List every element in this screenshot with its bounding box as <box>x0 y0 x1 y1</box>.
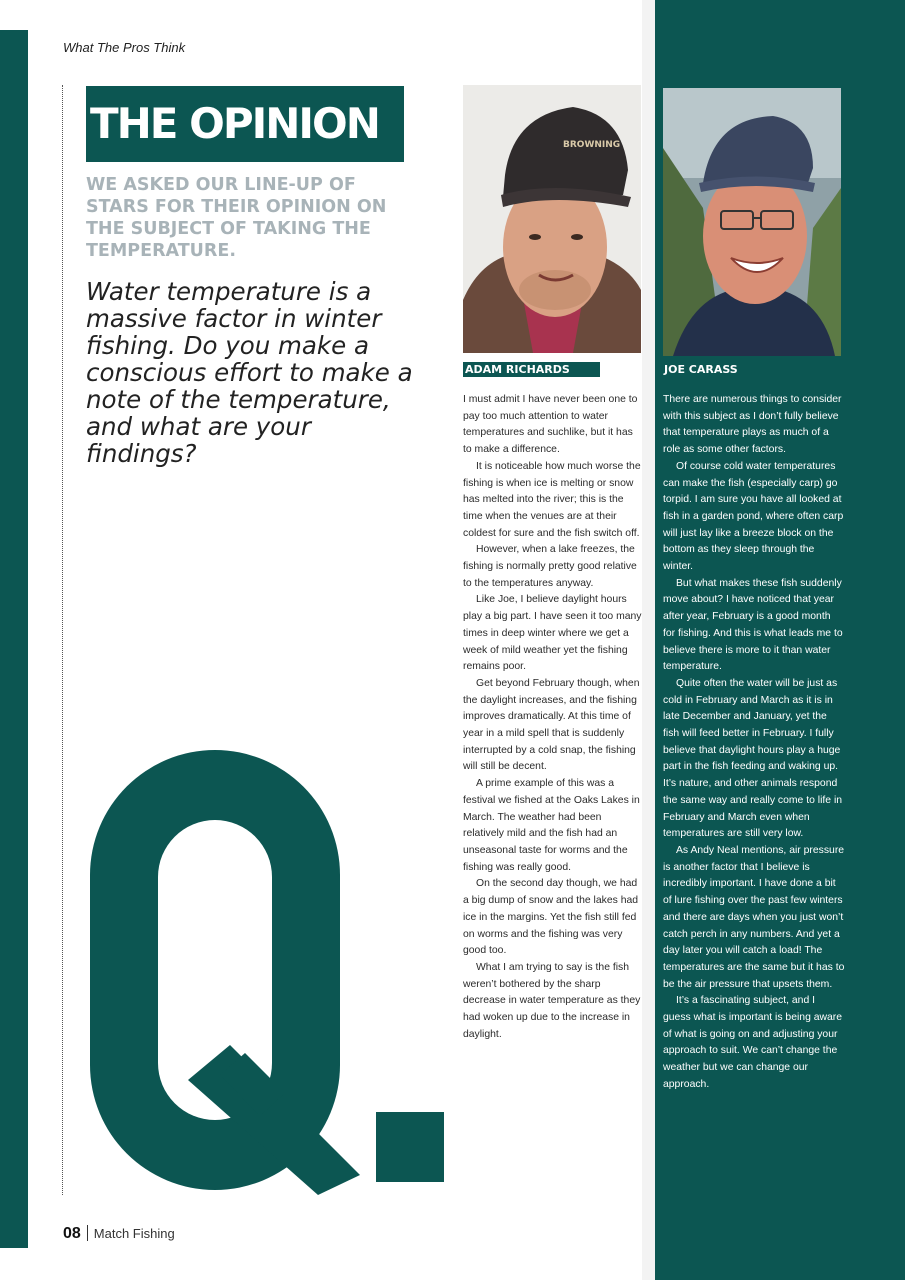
answer-paragraph: As Andy Neal mentions, air pressure is another factor that I believe is incredibly important. I have done a bit of lure fishing over the past few winters and there are days when you just won’t catch perch in any numbers. And yet a day later you will catch a load! The temperatures are the same but it has to be the air pressure that upsets them. <box>663 844 845 990</box>
answer-paragraph: But what makes these fish suddenly move about? I have noticed that year after year, February is a good month for fishing. And this is what leads me to believe there is more to it than water temperature. <box>663 577 843 673</box>
page-footer <box>63 1225 175 1243</box>
section-label: What The Pros Think <box>63 40 186 55</box>
adam-answer-column <box>463 392 643 1043</box>
answer-paragraph: It’s a fascinating subject, and I guess what is important is being aware of what is going on and adjusting your approach to suit. We can’t change the weather but we can change our approach. <box>663 995 843 1090</box>
answer-paragraph: Of course cold water temperatures can make the fish (especially carp) go torpid. I am sure you have all looked at fish in a garden pond, where often carp will just lay like a breeze block on the bottom as they sleep through the winter. <box>663 460 844 573</box>
magazine-name: Match Fishing <box>93 1226 175 1241</box>
answer-paragraph: On the second day though, we had a big dump of snow and the lakes had ice in the margins. Yet the fish still fed on worms and the fishing was very good too. <box>463 878 639 957</box>
cap-logo-text: BROWNING <box>563 140 621 150</box>
dotted-divider <box>62 85 63 1195</box>
answer-paragraph: It is noticeable how much worse the fishing is when ice is melting or snow has melted into the river; this is the time when the venues are at their coldest for sure and the fish switch off. <box>463 460 641 539</box>
page-title: THE OPINION <box>86 86 404 162</box>
answer-paragraph: What I am trying to say is the fish weren’t bothered by the sharp decrease in water temperature as they had woken up due to the increase in daylight. <box>463 961 641 1040</box>
q-letter-graphic <box>70 680 460 1200</box>
question-text: Water temperature is a massive factor in winter fishing. Do you make a conscious effort to make a note of the temperature, and what are your findings? <box>86 277 413 468</box>
answer-paragraph: Like Joe, I believe daylight hours play a big part. I have seen it too many times in deep winter where we get a week of mild weather yet the fishing remains poor. <box>463 594 642 673</box>
answer-paragraph: However, when a lake freezes, the fishing is normally pretty good relative to the temperatures anyway. <box>463 544 637 589</box>
adam-richards-photo <box>463 85 641 353</box>
joe-answer-column <box>663 392 845 1094</box>
answer-paragraph: There are numerous things to consider with this subject as I don’t fully believe that temperature plays as much of a role as some other factors. <box>663 394 842 456</box>
expert-name-adam: ADAM RICHARDS <box>463 362 600 377</box>
answer-paragraph: Quite often the water will be just as cold in February and March as it is in late December and January, yet the fish will feed better in February. I fully believe that daylight hours play a huge part in the fish feeding and waking up. It’s nature, and other animals respond the same way and really come to life in February and March even when temperatures are still very low. <box>663 677 843 840</box>
answer-paragraph: I must admit I have never been one to pay too much attention to water temperatures and suchlike, but it has to make a difference. <box>463 394 638 456</box>
left-accent-bar <box>0 30 28 1248</box>
joe-carass-photo <box>663 88 841 356</box>
subheading: WE ASKED OUR LINE-UP OF STARS FOR THEIR OPINION ON THE SUBJECT OF TAKING THE TEMPERATURE. <box>86 175 387 261</box>
page-number: 08 <box>63 1225 81 1242</box>
answer-paragraph: Get beyond February though, when the daylight increases, and the fishing improves dramatically. At this time of year in a mild spell that is suddenly interrupted by a cold snap, the fishing will still be decent. <box>463 677 640 773</box>
footer-separator <box>87 1225 88 1241</box>
answer-paragraph: A prime example of this was a festival we fished at the Oaks Lakes in March. The weather had been relatively mild and the fish had an unseasonal taste for worms and the fishing was really good. <box>463 778 640 873</box>
expert-name-joe: JOE CARASS <box>664 363 738 376</box>
page-edge-shade <box>642 0 655 1280</box>
